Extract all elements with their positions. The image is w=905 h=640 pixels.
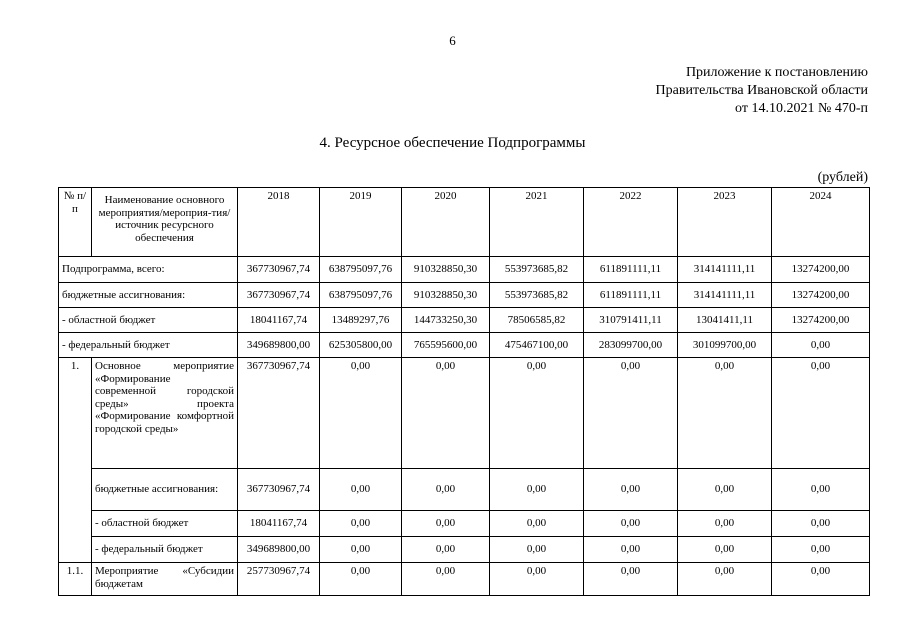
row-label: Мероприятие «Субсидии бюджетам: [92, 563, 238, 596]
table-header-row: [59, 188, 870, 257]
value-cell: 0,00: [490, 469, 584, 511]
row-label: - федеральный бюджет: [59, 333, 238, 358]
table-row: [59, 358, 870, 469]
value-cell: 78506585,82: [490, 308, 584, 333]
value-cell: 13274200,00: [772, 283, 870, 308]
header-year: 2020: [402, 188, 490, 257]
table-row: [59, 563, 870, 596]
value-cell: 638795097,76: [320, 257, 402, 283]
row-label: - областной бюджет: [59, 308, 238, 333]
value-cell: 765595600,00: [402, 333, 490, 358]
value-cell: 0,00: [678, 563, 772, 596]
table-row: [59, 333, 870, 358]
value-cell: 0,00: [772, 563, 870, 596]
value-cell: 0,00: [402, 469, 490, 511]
value-cell: 0,00: [772, 333, 870, 358]
value-cell: 314141111,11: [678, 257, 772, 283]
value-cell: 0,00: [678, 358, 772, 469]
value-cell: 0,00: [402, 511, 490, 537]
row-label: - областной бюджет: [92, 511, 238, 537]
value-cell: 283099700,00: [584, 333, 678, 358]
value-cell: 0,00: [320, 358, 402, 469]
header-year: 2018: [238, 188, 320, 257]
value-cell: 314141111,11: [678, 283, 772, 308]
value-cell: 13274200,00: [772, 257, 870, 283]
value-cell: 0,00: [584, 563, 678, 596]
value-cell: 0,00: [584, 358, 678, 469]
value-cell: 0,00: [490, 537, 584, 563]
value-cell: 0,00: [772, 358, 870, 469]
value-cell: 18041167,74: [238, 308, 320, 333]
value-cell: 0,00: [320, 511, 402, 537]
header-num: № п/п: [59, 188, 92, 257]
value-cell: 611891111,11: [584, 283, 678, 308]
value-cell: 0,00: [490, 511, 584, 537]
header-year: 2022: [584, 188, 678, 257]
table-row: [59, 283, 870, 308]
value-cell: 0,00: [320, 469, 402, 511]
header-year: 2023: [678, 188, 772, 257]
appendix-line-1: Приложение к постановлению: [685, 65, 868, 80]
value-cell: 0,00: [772, 537, 870, 563]
value-cell: 0,00: [320, 537, 402, 563]
value-cell: 553973685,82: [490, 257, 584, 283]
value-cell: 475467100,00: [490, 333, 584, 358]
header-name: Наименование основного мероприятия/мероприя-тия/источник ресурсного обеспечения: [92, 188, 238, 257]
row-label: Основное мероприятие «Формирование современной городской среды» проекта «Формирование комфортной городской среды»: [92, 358, 238, 469]
value-cell: 638795097,76: [320, 283, 402, 308]
value-cell: 0,00: [584, 469, 678, 511]
value-cell: 367730967,74: [238, 469, 320, 511]
value-cell: 0,00: [772, 469, 870, 511]
appendix-line-2: Правительства Ивановской области: [655, 83, 868, 98]
value-cell: 0,00: [678, 469, 772, 511]
appendix-line-3: от 14.10.2021 № 470-п: [735, 101, 868, 116]
header-year: 2024: [772, 188, 870, 257]
value-cell: 0,00: [490, 563, 584, 596]
row-label: Подпрограмма, всего:: [59, 257, 238, 283]
page-number: 6: [449, 33, 456, 48]
appendix-header: [656, 64, 868, 118]
table-row: [59, 308, 870, 333]
value-cell: 349689800,00: [238, 537, 320, 563]
item-number: 1.: [59, 358, 92, 563]
value-cell: 13274200,00: [772, 308, 870, 333]
value-cell: 910328850,30: [402, 283, 490, 308]
value-cell: 144733250,30: [402, 308, 490, 333]
value-cell: 367730967,74: [238, 257, 320, 283]
value-cell: 367730967,74: [238, 283, 320, 308]
value-cell: 0,00: [678, 537, 772, 563]
value-cell: 0,00: [402, 563, 490, 596]
resource-table: [58, 187, 870, 596]
value-cell: 0,00: [320, 563, 402, 596]
value-cell: 13041411,11: [678, 308, 772, 333]
value-cell: 0,00: [584, 511, 678, 537]
row-label: бюджетные ассигнования:: [59, 283, 238, 308]
value-cell: 13489297,76: [320, 308, 402, 333]
section-title: 4. Ресурсное обеспечение Подпрограммы: [319, 135, 586, 151]
units-label: (рублей): [817, 170, 868, 185]
table-row: [59, 511, 870, 537]
value-cell: 0,00: [772, 511, 870, 537]
table-row: [59, 257, 870, 283]
item-number: 1.1.: [59, 563, 92, 596]
value-cell: 349689800,00: [238, 333, 320, 358]
value-cell: 18041167,74: [238, 511, 320, 537]
value-cell: 910328850,30: [402, 257, 490, 283]
table-row: [59, 469, 870, 511]
value-cell: 257730967,74: [238, 563, 320, 596]
value-cell: 0,00: [678, 511, 772, 537]
row-label: - федеральный бюджет: [92, 537, 238, 563]
value-cell: 0,00: [584, 537, 678, 563]
header-year: 2021: [490, 188, 584, 257]
value-cell: 0,00: [402, 537, 490, 563]
value-cell: 367730967,74: [238, 358, 320, 469]
value-cell: 611891111,11: [584, 257, 678, 283]
value-cell: 625305800,00: [320, 333, 402, 358]
table-row: [59, 537, 870, 563]
header-year: 2019: [320, 188, 402, 257]
value-cell: 553973685,82: [490, 283, 584, 308]
value-cell: 301099700,00: [678, 333, 772, 358]
value-cell: 0,00: [402, 358, 490, 469]
value-cell: 0,00: [490, 358, 584, 469]
value-cell: 310791411,11: [584, 308, 678, 333]
row-label: бюджетные ассигнования:: [92, 469, 238, 511]
